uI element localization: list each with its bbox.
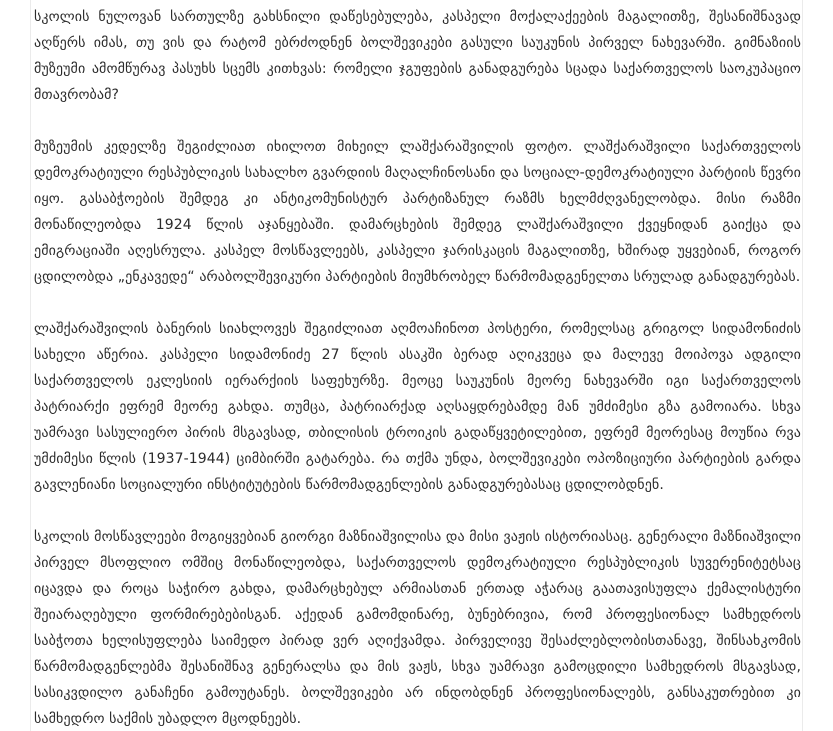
paragraph-sidamonidze: ლაშქარაშვილის ბანერის სიახლოვეს შეგიძლიათ აღმოაჩინოთ პოსტერი, რომელსაც გრიგოლ სიდამონიძის სახელი აწერია. კასპელი სიდამონიძე 27 წლის ასაკში ბერად აღიკვეცა და მალევე მოიპოვა ადგილი საქართველოს ეკლესიის იერარქიის საფეხურზე. მეოცე საუკუნის მეორე ნახევარში იგი საქართველოს პატრიარქი ეფრემ მეორე გახდა. თუმცა, პატრიარქად აღსაყდრებამდე მან უმძიმესი გზა გამოიარა. სხვა უამრავი სასულიერო პირის მსგავსად, თბილისის ტროიკის გადაწყვეტილებით, ეფრემ მეორესაც მოუწია რვა უმძიმესი წლის (1937-1944) ციმბირში გატარება. რა თქმა უნდა, ბოლშევიკები ოპოზიციური პარტიების გარდა გავლენიანი სოციალური ინსტიტუტების წარმომადგენლების განადგურებასაც ცდილობდნენ. [34,321,801,493]
paragraph-museum-intro: სკოლის ნულოვან სართულზე გახსნილი დაწესებულება, კასპელი მოქალაქეების მაგალითზე, შესანიშნავად აღწერს იმას, თუ ვის და რატომ ებრძოდნენ ბოლშევიკები გასული საუკუნის პირველ ნახევარში. გიმნაზიის მუზეუმი ამომწურავ პასუხს სცემს კითხვას: რომელი ჯგუფების განადგურება სცადა საქართველოს საოკუპაციო მთავრობამ? [34,9,801,103]
article-body [34,4,801,731]
article-page [30,0,803,731]
paragraph-lashkarashvili: მუზეუმის კედელზე შეგიძლიათ იხილოთ მიხეილ ლაშქარაშვილის ფოტო. ლაშქარაშვილი საქართველოს დემოკრატიული რესპუბლიკის სახალხო გვარდიის მაღალჩინოსანი და სოციალ-დემოკრატიული პარტიის წევრი იყო. გასაბჭოების შემდეგ კი ანტიკომუნისტურ პარტიზანულ რაზმს ხელმძღვანელობდა. მისი რაზმი მონაწილეობდა 1924 წლის აჯანყებაში. დამარცხების შემდეგ ლაშქარაშვილი ქვეყნიდან გაიქცა და ემიგრაციაში აღესრულა. კასპელ მოსწავლეებს, კასპელი ჯარისკაცის მაგალითზე, ხშირად უყვებიან, როგორ ცდილობდა „ენკავედე“ არაბოლშევიკური პარტიების მიუმხრობელ წარმომადგენელთა სრულად განადგურებას. [34,139,801,285]
paragraph-mazniashvili: სკოლის მოსწავლეები მოგიყვებიან გიორგი მაზნიაშვილისა და მისი ვაჟის ისტორიასაც. გენერალი მაზნიაშვილი პირველ მსოფლიო ომშიც მონაწილეობდა, საქართველოს დემოკრატიული რესპუბლიკის სუვერენიტეტსაც იცავდა და როცა საჭირო გახდა, დამარცხებულ არმიასთან ერთად აჭარაც გაათავისუფლა ქემალისტური შეიარაღებული ფორმირებებისგან. აქედან გამომდინარე, ბუნებრივია, რომ პროფესიონალ სამხედროს საბჭოთა ხელისუფლება საიმედო პირად ვერ აღიქვამდა. პირველივე შესაძლებლობისთანავე, შინსახკომის წარმომადგენლებმა შესანიშნავ გენერალსა და მის ვაჟს, სხვა უამრავი გამოცდილი სამხედროს მსგავსად, სასიკვდილო განაჩენი გამოუტანეს. ბოლშევიკები არ ინდობდნენ პროფესიონალებს, განსაკუთრებით კი სამხედრო საქმის უბადლო მცოდნეებს. [34,529,801,727]
